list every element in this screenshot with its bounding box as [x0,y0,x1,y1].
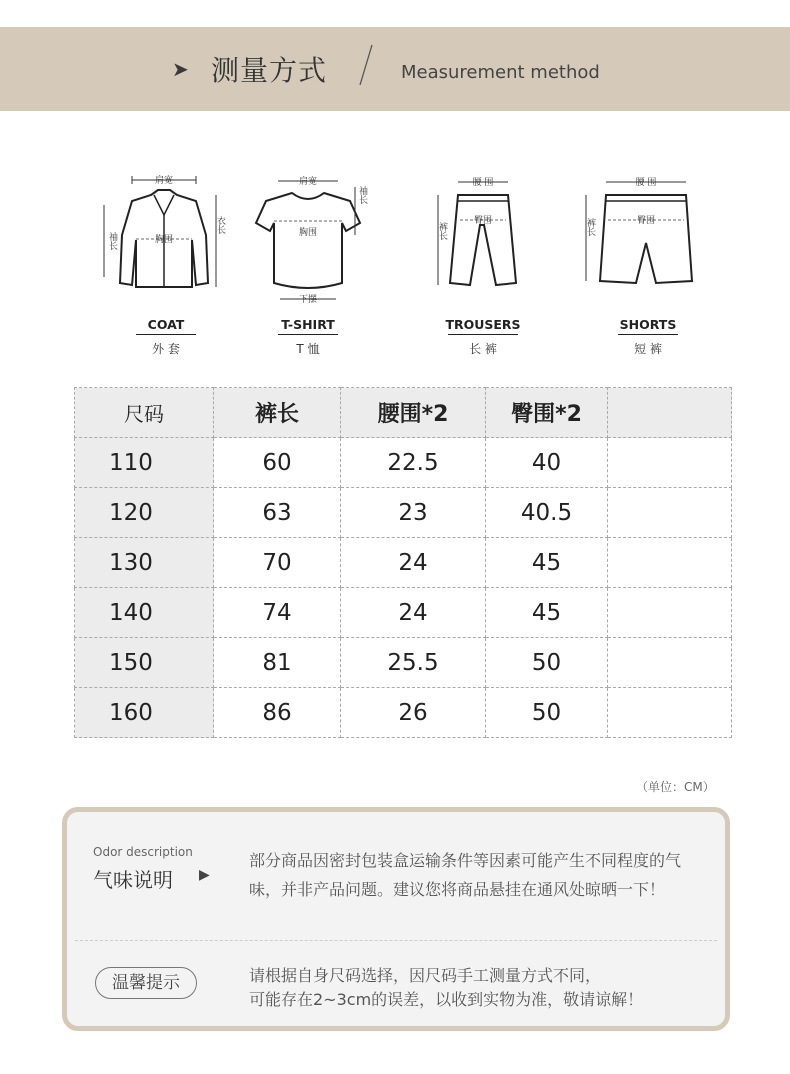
shorts-label-length: 裤长 [585,218,595,236]
cell-hip: 45 [486,538,608,588]
cell-empty [608,438,732,488]
tip-label: 温馨提示 [95,967,197,999]
trousers-icon [430,165,530,295]
trousers-diagram [430,165,530,295]
tshirt-icon [250,165,370,305]
tshirt-label-en: T-SHIRT [281,317,335,332]
table-row [75,438,732,488]
shorts-icon [578,165,698,295]
coat-label-shoulder: 肩宽 [154,176,174,186]
cell-waist: 26 [341,688,486,738]
trousers-label-waist: 腰 围 [472,178,494,188]
trousers-label-hip: 臀围 [473,216,493,226]
cell-size: 150 [75,638,214,688]
cell-empty [608,588,732,638]
cell-waist: 24 [341,588,486,638]
header-size: 尺码 [75,388,214,438]
cell-hip: 50 [486,638,608,688]
tip-line-1: 请根据自身尺码选择，因尺码手工测量方式不同， [249,966,602,985]
arrow-right-icon: ➤ [172,57,189,81]
trousers-label-underline [448,334,518,335]
cell-empty [608,688,732,738]
header-hip: 臀围*2 [486,388,608,438]
cell-waist: 22.5 [341,438,486,488]
tip-line-2: 可能存在2~3cm的误差，以收到实物为准，敬请谅解！ [249,990,644,1009]
cell-waist: 23 [341,488,486,538]
slash-divider [358,43,374,87]
cell-waist: 25.5 [341,638,486,688]
table-header-row [75,388,732,438]
odor-description: 部分商品因密封包装盒运输条件等因素可能产生不同程度的气味，并非产品问题。建议您将商品悬挂在通风处晾晒一下！ [249,851,682,899]
header-length: 裤长 [214,388,341,438]
cell-size: 120 [75,488,214,538]
odor-label-en: Odor description [93,845,193,859]
cell-empty [608,488,732,538]
header-banner [0,27,790,111]
shorts-diagram [578,165,698,295]
cell-size: 110 [75,438,214,488]
cell-length: 63 [214,488,341,538]
cell-size: 160 [75,688,214,738]
odor-label-zh: 气味说明 [93,868,173,892]
coat-label-sleeve: 袖长 [107,232,117,250]
shorts-label-zh: 短 裤 [634,342,662,356]
shorts-label-hip: 臀围 [636,216,656,226]
coat-label-chest: 胸围 [154,235,174,245]
cell-length: 70 [214,538,341,588]
coat-diagram [96,165,226,295]
coat-icon [96,165,226,295]
header-title-en: Measurement method [401,62,600,83]
size-table [74,387,732,738]
cell-empty [608,538,732,588]
notice-divider [75,940,717,941]
cell-length: 86 [214,688,341,738]
coat-label-zh: 外 套 [152,342,180,356]
coat-label-underline [136,334,196,335]
cell-size: 140 [75,588,214,638]
tip-text [249,964,709,1012]
header-waist: 腰围*2 [341,388,486,438]
notice-box [62,807,730,1031]
cell-length: 74 [214,588,341,638]
header-empty [608,388,732,438]
table-row [75,538,732,588]
trousers-label-length: 裤长 [437,222,447,240]
cell-hip: 45 [486,588,608,638]
play-arrow-icon: ▶ [199,867,210,883]
table-row [75,688,732,738]
cell-size: 130 [75,538,214,588]
tshirt-diagram [250,165,370,305]
cell-waist: 24 [341,538,486,588]
tshirt-label-hem: 下摆 [298,295,318,305]
tshirt-label-shoulder: 肩宽 [298,177,318,187]
cell-empty [608,638,732,688]
header-title-zh: 测量方式 [211,54,328,87]
coat-label-en: COAT [147,317,185,332]
tshirt-label-sleeve: 袖长 [357,186,367,204]
cell-length: 60 [214,438,341,488]
coat-label-length: 衣长 [215,216,225,234]
table-row [75,588,732,638]
trousers-label-en: TROUSERS [445,317,521,332]
table-row [75,488,732,538]
cell-length: 81 [214,638,341,688]
tshirt-label-zh: T 恤 [296,342,320,356]
tshirt-label-chest: 胸围 [298,228,318,238]
cell-hip: 50 [486,688,608,738]
unit-note: （单位：CM） [636,780,715,794]
shorts-label-waist: 腰 围 [635,178,657,188]
shorts-label-underline [618,334,678,335]
cell-hip: 40.5 [486,488,608,538]
tshirt-label-underline [278,334,338,335]
cell-hip: 40 [486,438,608,488]
trousers-label-zh: 长 裤 [469,342,497,356]
shorts-label-en: SHORTS [619,317,677,332]
table-row [75,638,732,688]
